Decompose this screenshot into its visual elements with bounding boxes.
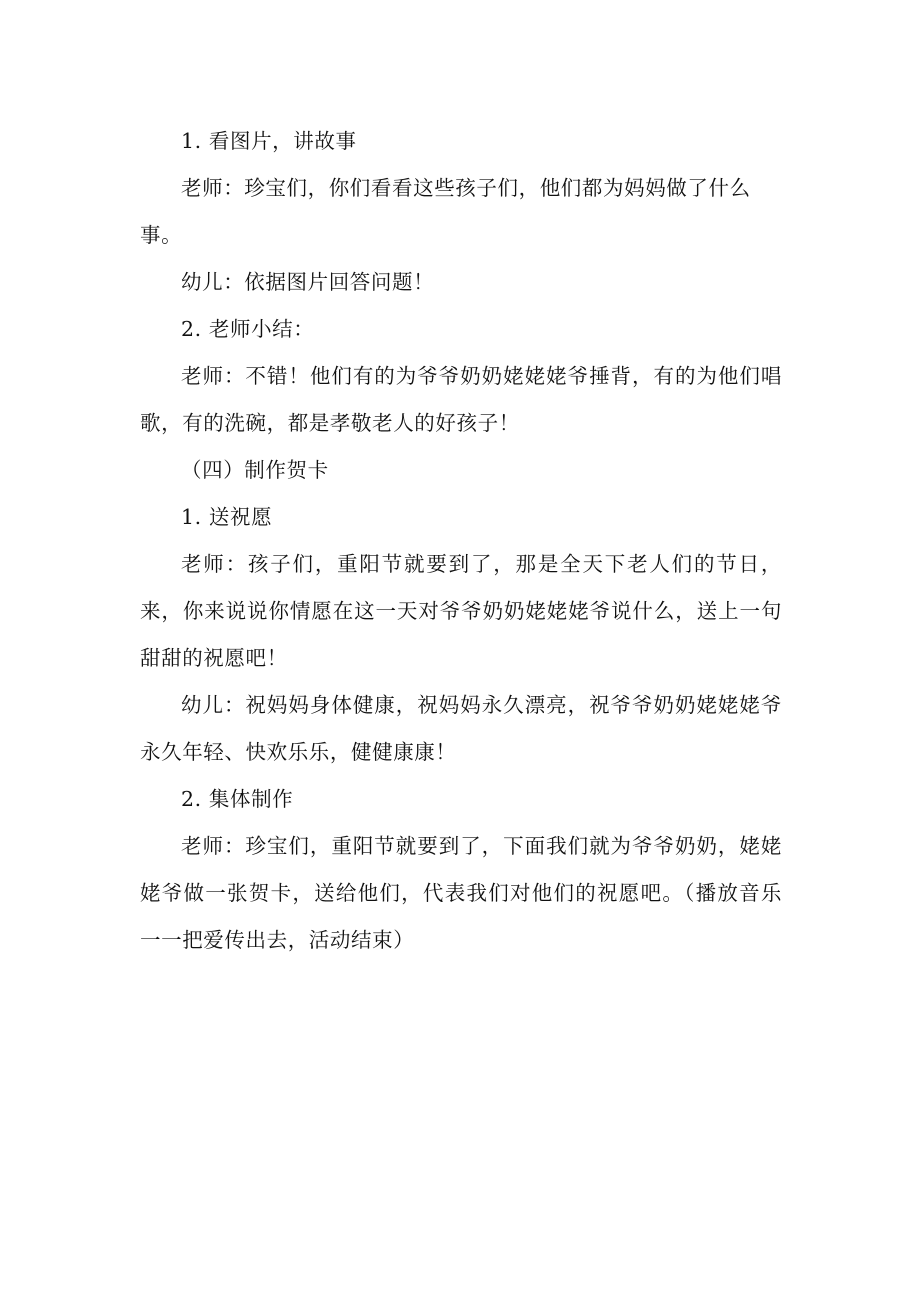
section-heading-teacher-summary: 2. 老师小结：: [181, 317, 315, 341]
teacher-group-making-paragraph: 老师：珍宝们，重阳节就要到了，下面我们就为爷爷奶奶，姥姥姥爷做一张贺卡，送给他们，代表我们对他们的祝愿吧。（播放音乐一一把爱传出去，活动结束）: [140, 834, 782, 952]
section-heading-group-making: 2. 集体制作: [181, 787, 294, 811]
child-answer-paragraph: 幼儿：依据图片回答问题！: [181, 270, 435, 294]
teacher-summary-paragraph: 老师：不错！他们有的为爷爷奶奶姥姥姥爷捶背，有的为他们唱歌，有的洗碗，都是孝敬老人的好孩子！: [140, 364, 782, 435]
document-body: [140, 118, 782, 964]
teacher-question-paragraph: 老师：珍宝们，你们看看这些孩子们，他们都为妈妈做了什么事。: [140, 176, 751, 247]
teacher-wishes-paragraph: 老师：孩子们，重阳节就要到了，那是全天下老人们的节日，来，你来说说你情愿在这一天对爷爷奶奶姥姥姥爷说什么，送上一句甜甜的祝愿吧！: [140, 552, 782, 670]
section-heading-look-and-tell: 1. 看图片，讲故事: [181, 129, 357, 153]
section-heading-send-wishes: 1. 送祝愿: [181, 505, 273, 529]
section-heading-make-card: （四）制作贺卡: [181, 458, 329, 482]
child-wishes-paragraph: 幼儿：祝妈妈身体健康，祝妈妈永久漂亮，祝爷爷奶奶姥姥姥爷永久年轻、快欢乐乐，健健康康！: [140, 693, 782, 764]
